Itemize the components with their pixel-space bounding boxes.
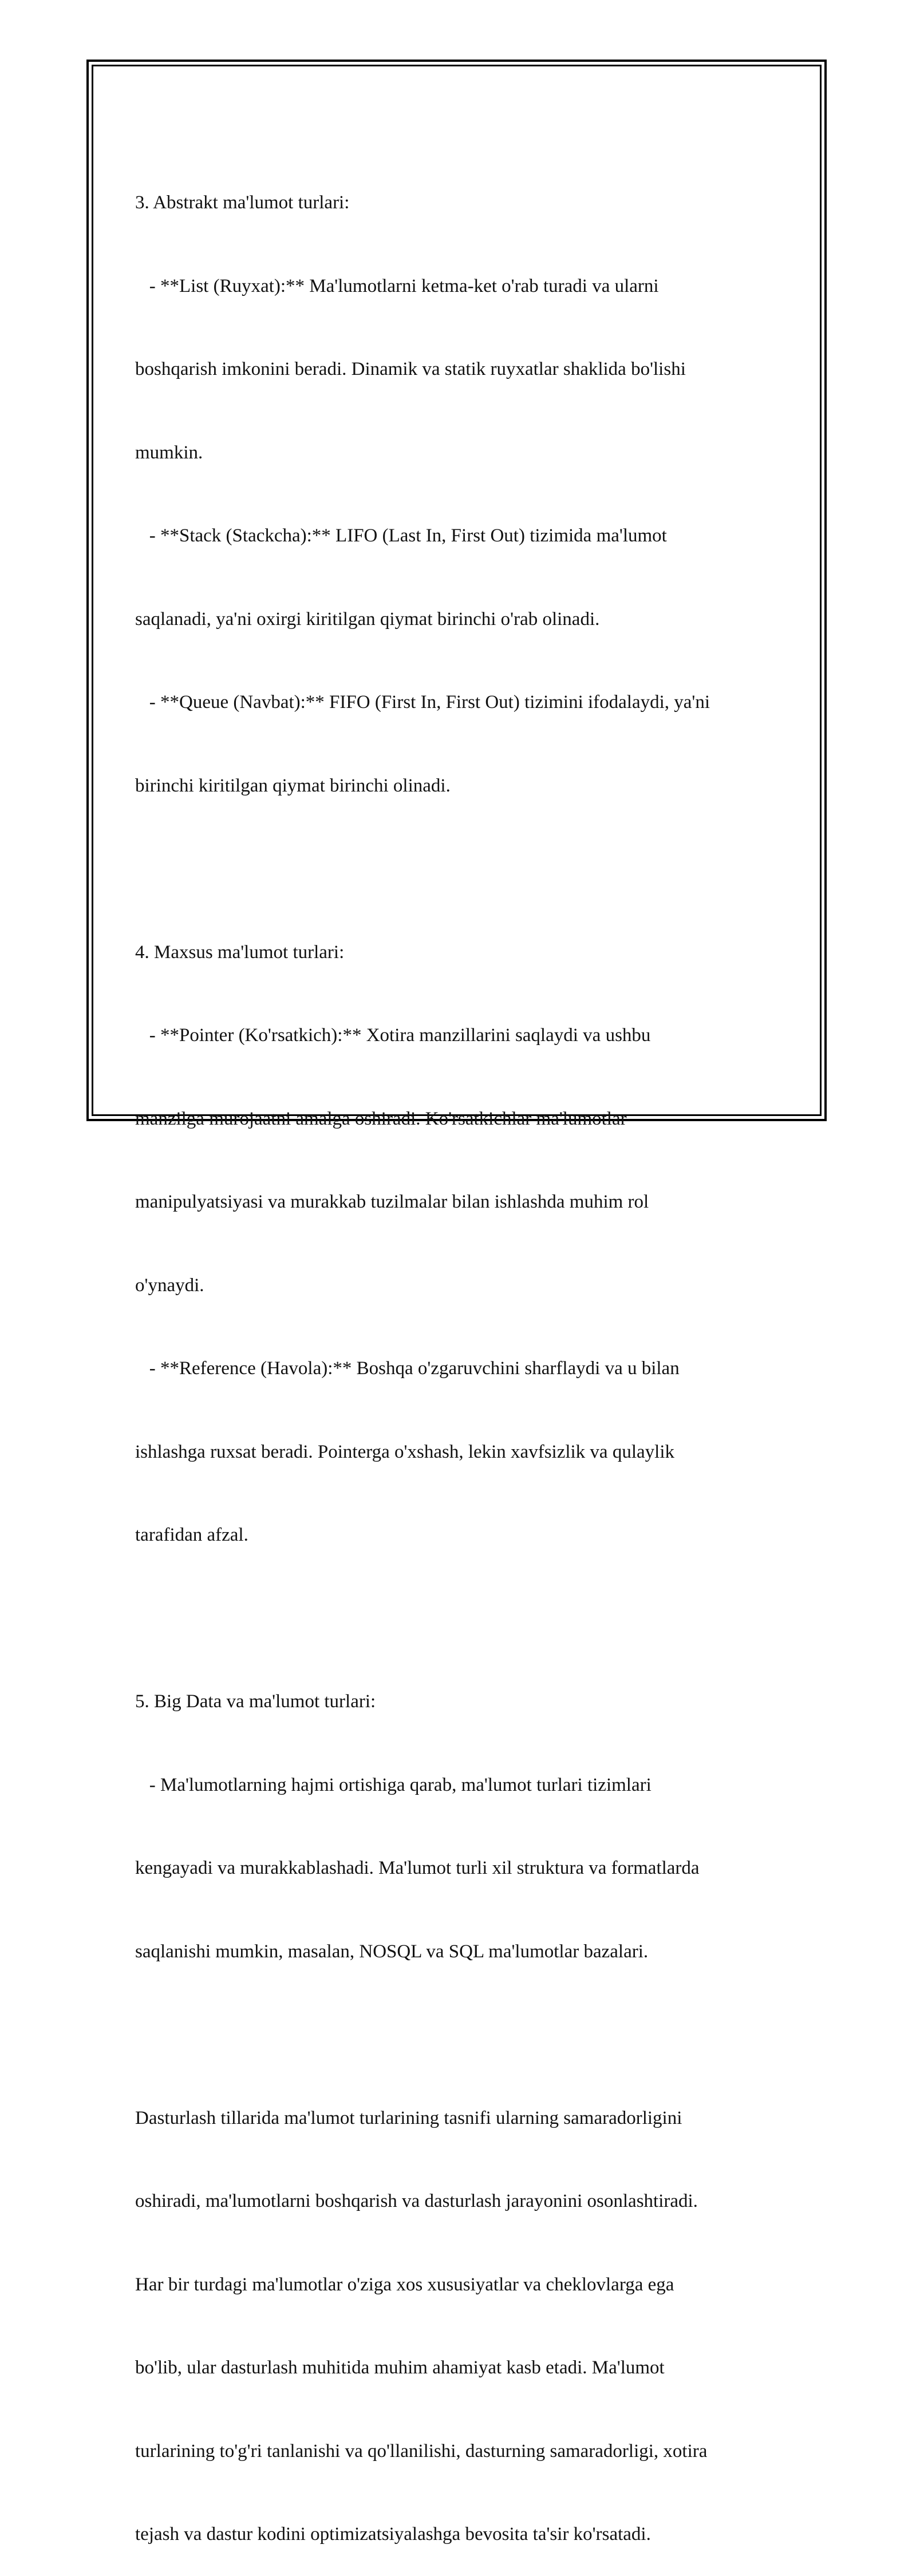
conclusion-line: bo'lib, ular dasturlash muhitida muhim ahamiyat kasb etadi. Ma'lumot — [135, 2357, 665, 2378]
text-line: kengayadi va murakkablashadi. Ma'lumot turli xil struktura va formatlarda — [135, 1858, 700, 1878]
text-line: mumkin. — [135, 442, 203, 463]
text-line: manipulyatsiyasi va murakkab tuzilmalar bilan ishlashda muhim rol — [135, 1192, 649, 1212]
text-line: tarafidan afzal. — [135, 1525, 248, 1545]
conclusion-line: Har bir turdagi ma'lumotlar o'ziga xos xususiyatlar va cheklovlarga ega — [135, 2274, 674, 2295]
conclusion-line: Dasturlash tillarida ma'lumot turlarining tasnifi ularning samaradorligini — [135, 2107, 682, 2128]
section-heading-abstract-types: 3. Abstrakt ma'lumot turlari: — [135, 192, 350, 213]
text-line: saqlanadi, ya'ni oxirgi kiritilgan qiymat birinchi o'rab olinadi. — [135, 608, 600, 630]
text-line: manzilga murojaatni amalga oshiradi. Ko'rsatkichlar ma'lumotlar — [135, 1108, 627, 1129]
text-line: - **List (Ruyxat):** Ma'lumotlarni ketma-ket o'rab turadi va ularni — [135, 275, 659, 296]
section-heading-big-data: 5. Big Data va ma'lumot turlari: — [135, 1691, 376, 1712]
text-line: birinchi kiritilgan qiymat birinchi olinadi. — [135, 775, 451, 796]
blank-line — [135, 855, 782, 883]
text-line: - Ma'lumotlarning hajmi ortishiga qarab, ma'lumot turlari tizimlari — [135, 1774, 652, 1795]
text-line: saqlanishi mumkin, masalan, NOSQL va SQL ma'lumotlar bazalari. — [135, 1941, 649, 1962]
conclusion-line: oshiradi, ma'lumotlarni boshqarish va dasturlash jarayonini osonlashtiradi. — [135, 2191, 698, 2211]
conclusion-line: tejash va dastur kodini optimizatsiyalashga bevosita ta'sir ko'rsatadi. — [135, 2524, 651, 2545]
conclusion-line: turlarining to'g'ri tanlanishi va qo'llanilishi, dasturning samaradorligi, xotira — [135, 2440, 708, 2462]
text-line: - **Stack (Stackcha):** LIFO (Last In, First Out) tizimida ma'lumot — [135, 525, 667, 546]
document-body — [135, 133, 782, 2576]
blank-line — [135, 1605, 782, 1633]
text-line: - **Pointer (Ko'rsatkich):** Xotira manzillarini saqlaydi va ushbu — [135, 1025, 651, 1046]
blank-line — [135, 2021, 782, 2049]
text-line: - **Reference (Havola):** Boshqa o'zgaruvchini sharflaydi va u bilan — [135, 1358, 680, 1379]
section-heading-special-types: 4. Maxsus ma'lumot turlari: — [135, 941, 345, 963]
text-line: ishlashga ruxsat beradi. Pointerga o'xshash, lekin xavfsizlik va qulaylik — [135, 1441, 674, 1462]
text-line: - **Queue (Navbat):** FIFO (First In, First Out) tizimini ifodalaydi, ya'ni — [135, 692, 710, 713]
text-line: o'ynaydi. — [135, 1275, 204, 1296]
text-line: boshqarish imkonini beradi. Dinamik va statik ruyxatlar shaklida bo'lishi — [135, 359, 686, 379]
